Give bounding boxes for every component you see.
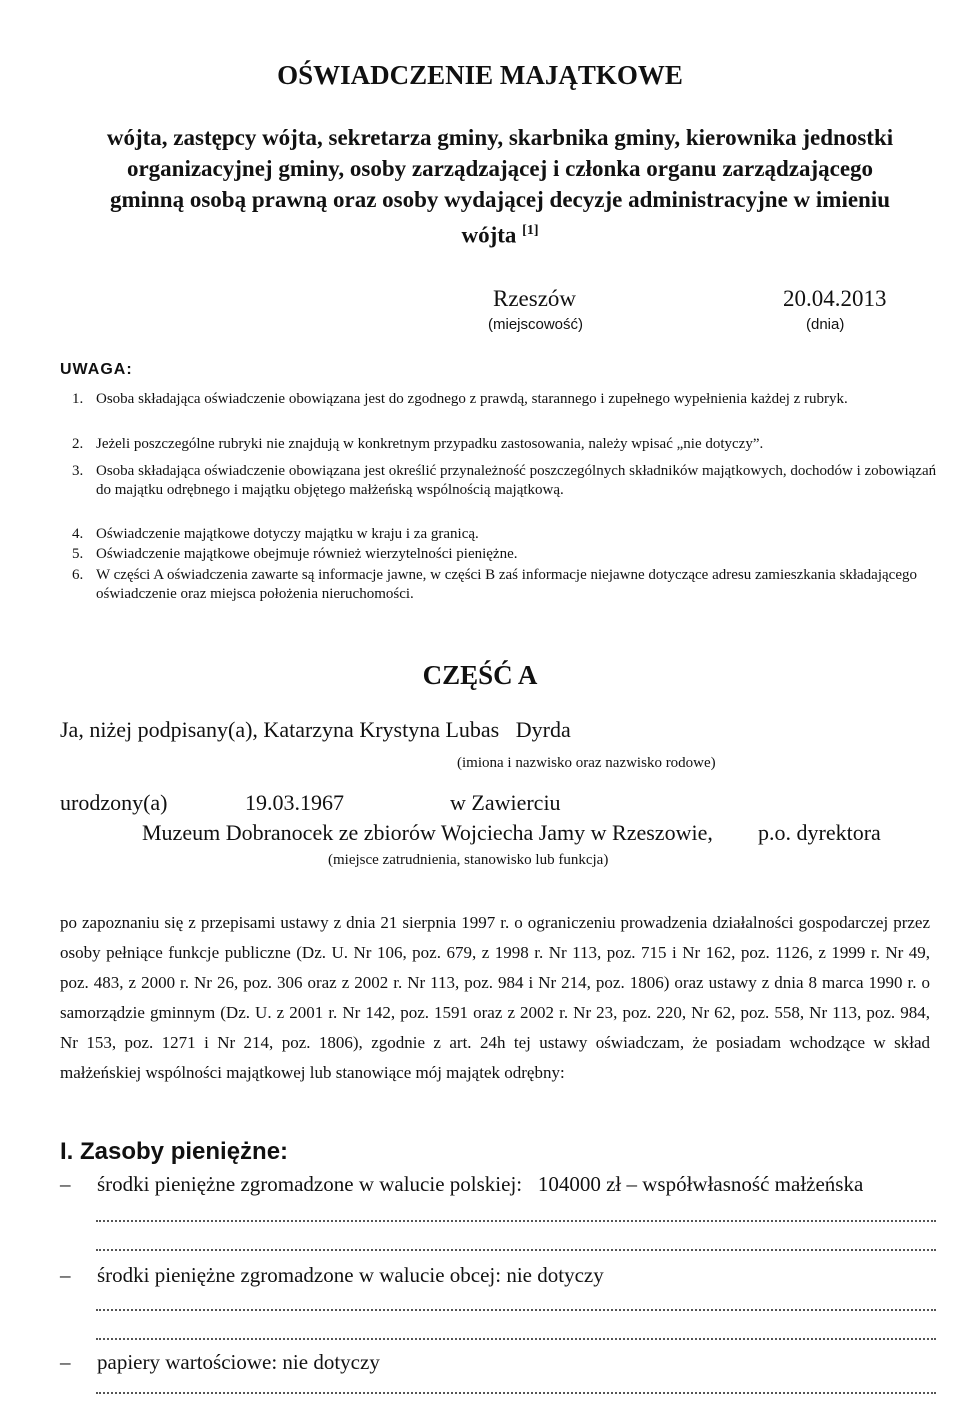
born-label: urodzony(a) — [60, 790, 168, 815]
section-i-heading: I. Zasoby pieniężne: — [60, 1138, 289, 1165]
born-date: 19.03.1967 — [245, 790, 344, 815]
uwaga-item-text: Oświadczenie majątkowe dotyczy majątku w kraju i za granicą. — [96, 526, 479, 542]
uwaga-item-number: 6. — [72, 567, 84, 583]
dash-marker: – — [60, 1263, 71, 1287]
uwaga-item-text: W części A oświadczenia zawarte są informacje jawne, w części B zaś informacje niejawne dotyczące adresu zamieszkania składającego oświadczenie oraz miejsca położenia nieruchomości. — [96, 567, 917, 602]
uwaga-item — [72, 545, 938, 564]
uwaga-item-text: Osoba składająca oświadczenie obowiązana jest określić przynależność poszczególnych składników majątkowych, dochodów i zobowiązań do majątku odrębnego i majątku objętego małżeńską wspólnością majątkową. — [96, 463, 937, 498]
uwaga-item — [72, 566, 938, 604]
uwaga-item-number: 4. — [72, 526, 84, 542]
uwaga-item-number: 1. — [72, 391, 84, 407]
subtitle-line — [60, 215, 940, 251]
uwaga-item-text: Jeżeli poszczególne rubryki nie znajdują w konkretnym przypadku zastosowania, należy wpisać „nie dotyczy”. — [96, 436, 764, 452]
document-subtitle — [60, 122, 940, 251]
uwaga-item — [72, 390, 938, 409]
dotted-fill-line — [96, 1212, 936, 1222]
uwaga-label: UWAGA: — [60, 361, 133, 378]
uwaga-item-text: Osoba składająca oświadczenie obowiązana jest do zgodnego z prawdą, starannego i zupełnego wypełnienia każdej z rubryk. — [96, 391, 848, 407]
subtitle-line: gminną osobą prawną oraz osoby wydającej decyzje administracyjne w imieniu — [109, 187, 891, 212]
subtitle-line: wójta, zastępcy wójta, sekretarza gminy, skarbnika gminy, kierownika jednostki — [106, 125, 894, 150]
dotted-fill-line — [96, 1241, 936, 1251]
asset-item-text: środki pieniężne zgromadzone w walucie polskiej: 104000 zł – współwłasność małżeńska — [97, 1172, 864, 1196]
footnote-mark: [1] — [522, 223, 539, 238]
place-caption: (miejscowość) — [488, 316, 584, 333]
uwaga-item-number: 5. — [72, 546, 84, 562]
dash-marker: – — [60, 1350, 71, 1374]
subtitle-line: organizacyjnej gminy, osoby zarządzającej i członka organu zarządzającego — [126, 156, 874, 181]
uwaga-item-number: 2. — [72, 436, 84, 452]
declarant-name-caption: (imiona i nazwisko oraz nazwisko rodowe) — [457, 755, 716, 771]
dash-marker: – — [60, 1172, 71, 1196]
document-title: OŚWIADCZENIE MAJĄTKOWE — [277, 60, 683, 90]
asset-item-text: papiery wartościowe: nie dotyczy — [97, 1350, 380, 1374]
place-value: Rzeszów — [493, 286, 577, 311]
employment-caption: (miejsce zatrudnienia, stanowisko lub funkcja) — [328, 852, 609, 868]
dotted-fill-line — [96, 1384, 936, 1394]
born-place: w Zawierciu — [450, 790, 561, 815]
uwaga-item — [72, 462, 938, 500]
uwaga-item-number: 3. — [72, 463, 84, 479]
dotted-fill-line — [96, 1301, 936, 1311]
subtitle-wojta: wójta — [461, 222, 517, 248]
dotted-fill-line — [96, 1330, 936, 1340]
employment-position: p.o. dyrektora — [758, 820, 881, 845]
date-value: 20.04.2013 — [783, 286, 887, 311]
asset-item-text: środki pieniężne zgromadzone w walucie obcej: nie dotyczy — [97, 1263, 604, 1287]
date-caption: (dnia) — [806, 316, 845, 333]
employment-place: Muzeum Dobranocek ze zbiorów Wojciecha Jamy w Rzeszowie, — [142, 820, 713, 845]
uwaga-item-text: Oświadczenie majątkowe obejmuje również wierzytelności pieniężne. — [96, 546, 518, 562]
section-a-heading: CZĘŚĆ A — [422, 660, 538, 690]
declarant-name-line: Ja, niżej podpisany(a), Katarzyna Krystyna Lubas Dyrda — [60, 717, 571, 742]
uwaga-item — [72, 525, 938, 544]
legal-basis-paragraph: po zapoznaniu się z przepisami ustawy z dnia 21 sierpnia 1997 r. o ograniczeniu prowadzenia działalności gospodarczej przez osoby pełniące funkcje publiczne (Dz. U. Nr 106, poz. 679, z 1998 r. Nr 113, poz. 715 i Nr 162, poz. 1126, z 1999 r. Nr 49, poz. 483, z 2000 r. Nr 26, poz. 306 oraz z 2002 r. Nr 113, poz. 984 i Nr 214, poz. 1806) oraz ustawy z dnia 8 marca 1990 r. o samorządzie gminnym (Dz. U. z 2001 r. Nr 142, poz. 1591 oraz z 2002 r. Nr 23, poz. 220, Nr 62, poz. 558, Nr 113, poz. 984, Nr 153, poz. 1271 i Nr 214, poz. 1806), zgodnie z art. 24h tej ustawy oświadczam, że posiadam wchodzące w skład małżeńskiej wspólności majątkowej lub stanowiące mój majątek odrębny: — [60, 913, 930, 1082]
uwaga-item — [72, 435, 938, 454]
